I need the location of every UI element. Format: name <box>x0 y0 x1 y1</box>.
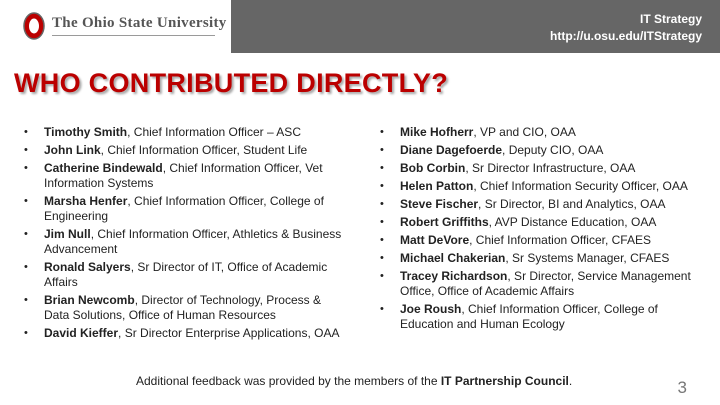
contributor-name: Matt DeVore <box>400 233 470 247</box>
header-line-1: IT Strategy <box>639 12 702 26</box>
slide-title: WHO CONTRIBUTED DIRECTLY? <box>14 68 448 98</box>
contributor-item <box>24 260 344 290</box>
bullet-icon: • <box>24 144 28 156</box>
footer-prefix: Additional feedback was provided by the members of the <box>136 374 441 388</box>
logo-text: The Ohio State University <box>52 15 227 31</box>
contributor-name: Robert Griffiths <box>400 215 489 229</box>
bullet-icon: • <box>380 180 384 192</box>
contributor-item <box>380 302 700 332</box>
contributor-item <box>24 161 344 191</box>
footer-note <box>136 374 572 388</box>
contributor-name: David Kieffer <box>44 326 119 340</box>
contributor-role: , Director of Technology, Process & Data Solutions, Office of Human Resources <box>44 293 321 322</box>
contributor-item <box>24 293 344 323</box>
contributor-item <box>24 125 344 140</box>
contributor-name: Bob Corbin <box>400 161 466 175</box>
university-logo <box>0 0 231 53</box>
contributor-role: , Sr Director, Service Management Office, Office of Academic Affairs <box>400 269 691 298</box>
contributor-name: Brian Newcomb <box>44 293 135 307</box>
contributor-role: , Chief Information Officer, CFAES <box>469 233 651 247</box>
bullet-icon: • <box>380 126 384 138</box>
header-info <box>550 11 702 45</box>
contributor-item <box>380 125 700 140</box>
contributor-name: Catherine Bindewald <box>44 161 163 175</box>
contributor-item <box>380 215 700 230</box>
contributor-name: Diane Dagefoerde <box>400 143 503 157</box>
contributor-item <box>380 143 700 158</box>
contributor-item <box>24 326 344 341</box>
bullet-icon: • <box>380 270 384 282</box>
contributor-item <box>24 143 344 158</box>
contributor-role: , Chief Information Officer, Student Life <box>100 143 308 157</box>
contributor-role: , Sr Systems Manager, CFAES <box>505 251 670 265</box>
bullet-icon: • <box>380 216 384 228</box>
block-o-logo-icon <box>23 12 45 40</box>
contributor-role: , Chief Information Officer – ASC <box>127 125 301 139</box>
contributor-role: , Chief Information Security Officer, OAA <box>473 179 688 193</box>
contributor-item <box>380 197 700 212</box>
bullet-icon: • <box>24 294 28 306</box>
contributor-role: , Sr Director Enterprise Applications, OAA <box>118 326 340 340</box>
contributor-name: Steve Fischer <box>400 197 479 211</box>
bullet-icon: • <box>24 126 28 138</box>
contributor-role: , VP and CIO, OAA <box>473 125 576 139</box>
contributor-name: Mike Hofherr <box>400 125 474 139</box>
contributor-role: , Sr Director of IT, Office of Academic Affairs <box>44 260 328 289</box>
contributor-role: , Chief Information Officer, Vet Information Systems <box>44 161 323 190</box>
contributor-item <box>24 194 344 224</box>
contributor-name: Michael Chakerian <box>400 251 506 265</box>
footer-council: IT Partnership Council <box>440 374 569 388</box>
bullet-icon: • <box>24 327 28 339</box>
bullet-icon: • <box>380 144 384 156</box>
footer-suffix: . <box>568 374 573 388</box>
bullet-icon: • <box>24 261 28 273</box>
left-contributor-list <box>24 125 344 344</box>
contributor-name: John Link <box>44 143 101 157</box>
contributor-role: , Chief Information Officer, Athletics & Business Advancement <box>44 227 342 256</box>
contributor-role: , Chief Information Officer, College of Education and Human Ecology <box>400 302 658 331</box>
contributor-item <box>380 233 700 248</box>
bullet-icon: • <box>24 162 28 174</box>
contributor-role: , Sr Director, BI and Analytics, OAA <box>478 197 666 211</box>
contributor-name: Tracey Richardson <box>400 269 508 283</box>
contributor-name: Jim Null <box>44 227 91 241</box>
bullet-icon: • <box>380 234 384 246</box>
contributor-item <box>24 227 344 257</box>
page-number: 3 <box>677 378 687 397</box>
contributor-item <box>380 161 700 176</box>
contributor-role: , Chief Information Officer, College of Engineering <box>44 194 324 223</box>
bullet-icon: • <box>380 198 384 210</box>
logo-divider <box>52 35 215 36</box>
contributor-item <box>380 251 700 266</box>
contributor-role: , AVP Distance Education, OAA <box>488 215 657 229</box>
contributor-name: Helen Patton <box>400 179 474 193</box>
contributor-name: Marsha Henfer <box>44 194 128 208</box>
contributor-name: Timothy Smith <box>44 125 128 139</box>
contributor-role: , Deputy CIO, OAA <box>502 143 604 157</box>
header-bar <box>0 0 720 53</box>
bullet-icon: • <box>24 195 28 207</box>
bullet-icon: • <box>380 162 384 174</box>
bullet-icon: • <box>380 252 384 264</box>
contributor-name: Ronald Salyers <box>44 260 131 274</box>
contributor-item <box>380 269 700 299</box>
contributor-role: , Sr Director Infrastructure, OAA <box>465 161 636 175</box>
bullet-icon: • <box>24 228 28 240</box>
bullet-icon: • <box>380 303 384 315</box>
right-contributor-list <box>380 125 700 335</box>
header-url[interactable]: http://u.osu.edu/ITStrategy <box>550 29 702 43</box>
contributor-item <box>380 179 700 194</box>
contributor-name: Joe Roush <box>400 302 462 316</box>
